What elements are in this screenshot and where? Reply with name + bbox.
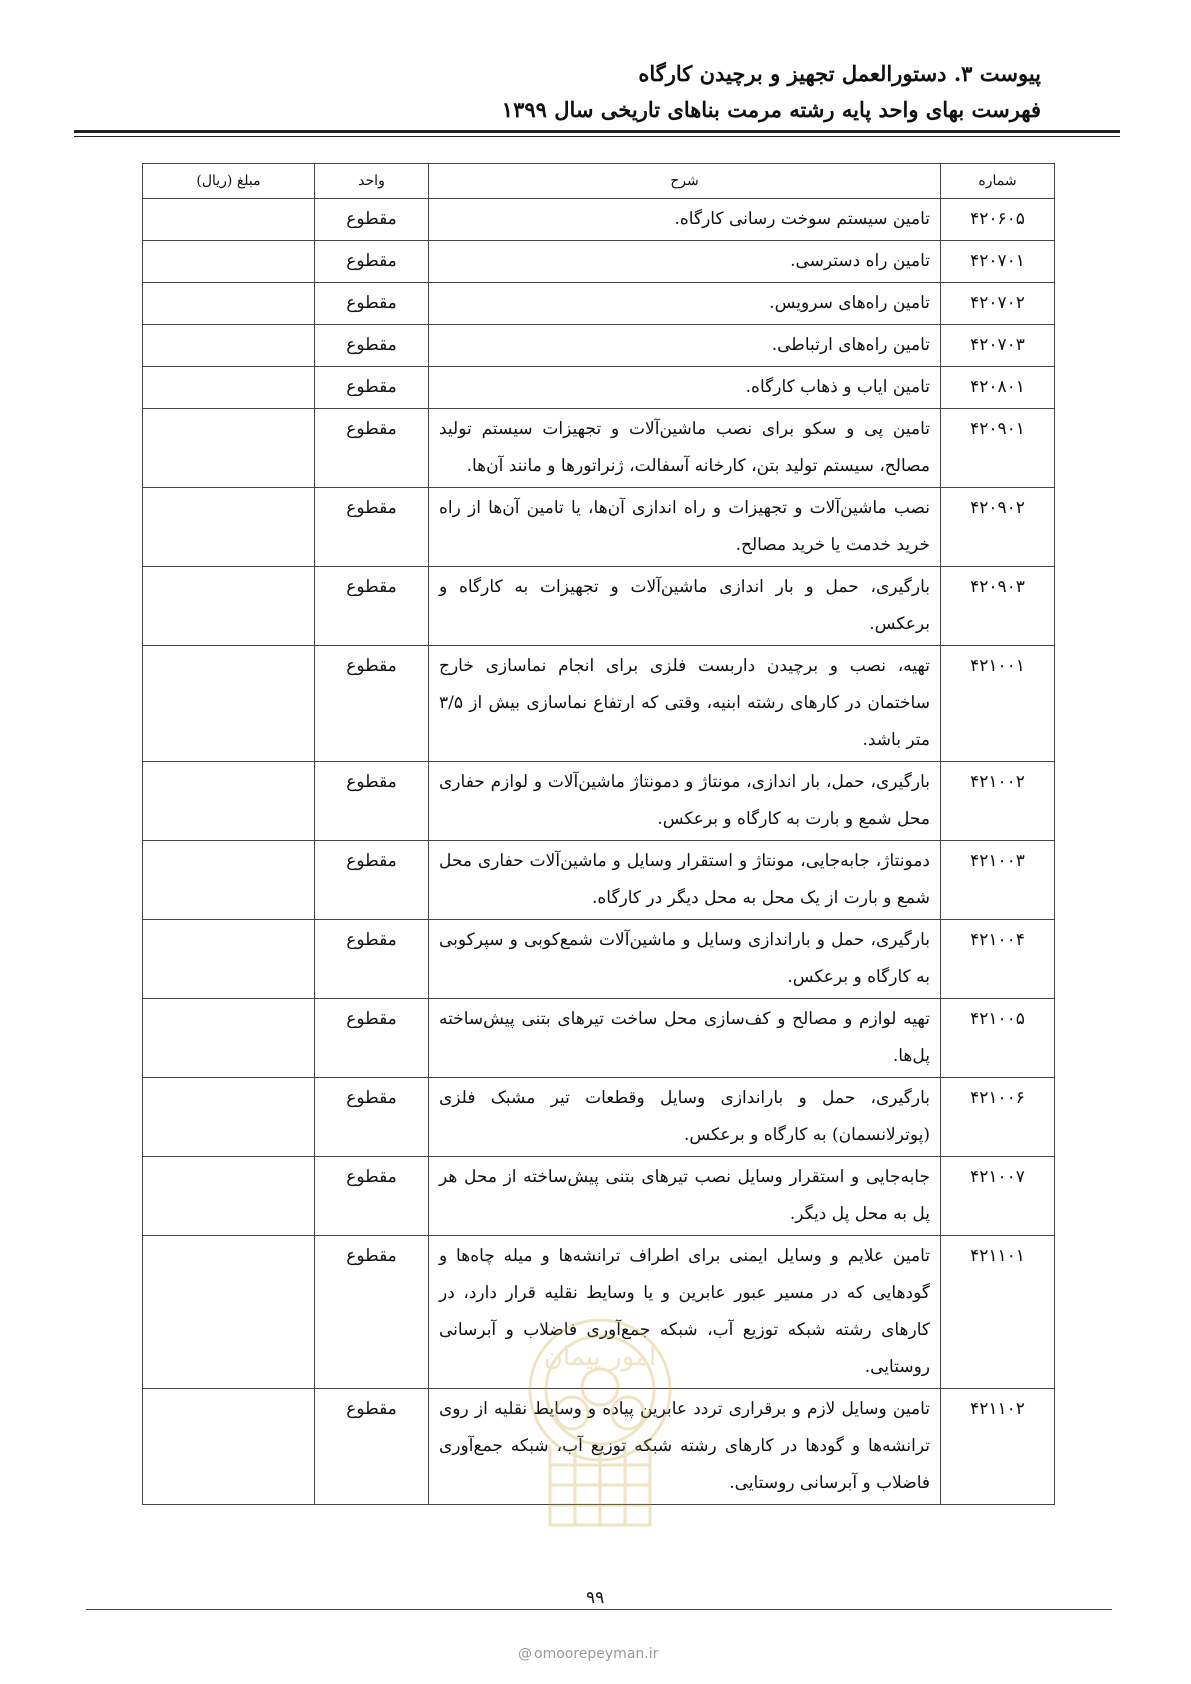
item-number: ۴۲۰۷۰۲ [941,283,1055,325]
item-amount [143,841,315,920]
item-description: تامین ایاب و ذهاب کارگاه. [429,367,941,409]
item-amount [143,367,315,409]
item-amount [143,646,315,762]
item-number: ۴۲۱۱۰۱ [941,1236,1055,1389]
table-row [143,1078,1055,1157]
item-description: بارگیری، حمل، بار اندازی، مونتاژ و دمونتاژ ماشین‌آلات و لوازم حفاری محل شمع و بارت به کارگاه و برعکس. [429,762,941,841]
column-header-amount: مبلغ (ریال) [143,164,315,199]
item-number: ۴۲۰۷۰۱ [941,241,1055,283]
item-description: تامین سیستم سوخت رسانی کارگاه. [429,199,941,241]
item-amount [143,1157,315,1236]
item-unit: مقطوع [315,762,429,841]
document-header [502,58,1041,128]
column-header-unit: واحد [315,164,429,199]
at-sign-icon: @ [518,1646,532,1662]
table-row [143,488,1055,567]
item-description: تامین راه‌های ارتباطی. [429,325,941,367]
column-header-description: شرح [429,164,941,199]
table-row [143,1157,1055,1236]
item-amount [143,325,315,367]
item-unit: مقطوع [315,999,429,1078]
table-row [143,199,1055,241]
item-unit: مقطوع [315,1157,429,1236]
column-header-number: شماره [941,164,1055,199]
table-row [143,920,1055,999]
header-rule-thick [74,130,1120,133]
table-row [143,409,1055,488]
item-number: ۴۲۰۹۰۲ [941,488,1055,567]
item-unit: مقطوع [315,488,429,567]
table-row [143,367,1055,409]
item-number: ۴۲۱۰۰۲ [941,762,1055,841]
item-amount [143,199,315,241]
item-amount [143,920,315,999]
item-amount [143,999,315,1078]
header-rule-thin [74,136,1120,137]
item-number: ۴۲۱۰۰۵ [941,999,1055,1078]
item-number: ۴۲۱۰۰۴ [941,920,1055,999]
item-number: ۴۲۱۰۰۶ [941,1078,1055,1157]
table-row [143,646,1055,762]
item-description: تامین راه‌های سرویس. [429,283,941,325]
item-amount [143,1389,315,1505]
item-description: تهیه، نصب و برچیدن داربست فلزی برای انجام نماسازی خارج ساختمان در کارهای رشته ابنیه، وقتی که ارتفاع نماسازی بیش از ۳/۵ متر باشد. [429,646,941,762]
item-unit: مقطوع [315,1078,429,1157]
footer-rule [86,1609,1112,1610]
item-unit: مقطوع [315,1236,429,1389]
item-description: تامین وسایل لازم و برقراری تردد عابرین پیاده و وسایط نقلیه از روی ترانشه‌ها و گودها در کارهای رشته شبکه توزیع آب، شبکه جمع‌آوری فاضلاب و آبرسانی روستایی. [429,1389,941,1505]
table-header-row [143,164,1055,199]
omoorepeyman-seal-icon [510,1295,690,1555]
item-unit: مقطوع [315,646,429,762]
item-description: بارگیری، حمل و بار اندازی ماشین‌آلات و تجهیزات به کارگاه و برعکس. [429,567,941,646]
item-number: ۴۲۰۹۰۳ [941,567,1055,646]
item-unit: مقطوع [315,199,429,241]
item-unit: مقطوع [315,283,429,325]
item-description: بارگیری، حمل و باراندازی وسایل وقطعات تیر مشبک فلزی (پوترلانسمان) به کارگاه و برعکس. [429,1078,941,1157]
item-description: تامین علایم و وسایل ایمنی برای اطراف ترانشه‌ها و میله چاه‌ها و گودهایی که در مسیر عبور عابرین و یا وسایط نقلیه قرار دارد، در کارهای رشته شبکه توزیع آب، شبکه جمع‌آوری فاضلاب و آبرسانی روستایی. [429,1236,941,1389]
table-row [143,841,1055,920]
item-unit: مقطوع [315,1389,429,1505]
table-row [143,241,1055,283]
item-number: ۴۲۰۷۰۳ [941,325,1055,367]
table-row [143,567,1055,646]
item-description: نصب ماشین‌آلات و تجهیزات و راه اندازی آن‌ها، یا تامین آن‌ها از راه خرید خدمت یا خرید مصالح. [429,488,941,567]
item-description: جابه‌جایی و استقرار وسایل نصب تیرهای بتنی پیش‌ساخته از محل هر پل به محل پل دیگر. [429,1157,941,1236]
document-title: فهرست بهای واحد پایه رشته مرمت بناهای تاریخی سال ۱۳۹۹ [501,97,1041,122]
table-row [143,325,1055,367]
table-row [143,762,1055,841]
item-amount [143,762,315,841]
item-unit: مقطوع [315,241,429,283]
item-unit: مقطوع [315,325,429,367]
item-unit: مقطوع [315,841,429,920]
appendix-title: پیوست ۳. دستورالعمل تجهیز و برچیدن کارگاه [638,61,1041,86]
page-number: ۹۹ [580,1588,610,1608]
item-unit: مقطوع [315,409,429,488]
website-url: omoorepeyman.ir [534,1646,659,1662]
item-unit: مقطوع [315,567,429,646]
seal-text: امور پیمان [543,1342,657,1372]
item-amount [143,1236,315,1389]
item-number: ۴۲۱۱۰۲ [941,1389,1055,1505]
item-amount [143,488,315,567]
item-description: تهیه لوازم و مصالح و کف‌سازی محل ساخت تیرهای بتنی پیش‌ساخته پل‌ها. [429,999,941,1078]
item-number: ۴۲۱۰۰۳ [941,841,1055,920]
item-unit: مقطوع [315,920,429,999]
item-amount [143,241,315,283]
item-description: تامین راه دسترسی. [429,241,941,283]
item-amount [143,1078,315,1157]
item-description: دمونتاژ، جابه‌جایی، مونتاژ و استقرار وسایل و ماشین‌آلات حفاری محل شمع و بارت از یک محل به محل دیگر در کارگاه. [429,841,941,920]
item-description: بارگیری، حمل و باراندازی وسایل و ماشین‌آلات شمع‌کوبی و سپرکوبی به کارگاه و برعکس. [429,920,941,999]
item-number: ۴۲۰۶۰۵ [941,199,1055,241]
item-number: ۴۲۰۹۰۱ [941,409,1055,488]
item-description: تامین پی و سکو برای نصب ماشین‌آلات و تجهیزات سیستم تولید مصالح، سیستم تولید بتن، کارخانه آسفالت، ژنراتورها و مانند آن‌ها. [429,409,941,488]
item-amount [143,283,315,325]
table-row [143,999,1055,1078]
item-amount [143,567,315,646]
table-row [143,283,1055,325]
item-number: ۴۲۱۰۰۷ [941,1157,1055,1236]
item-amount [143,409,315,488]
item-number: ۴۲۰۸۰۱ [941,367,1055,409]
website-footer [518,1646,658,1662]
item-number: ۴۲۱۰۰۱ [941,646,1055,762]
item-unit: مقطوع [315,367,429,409]
